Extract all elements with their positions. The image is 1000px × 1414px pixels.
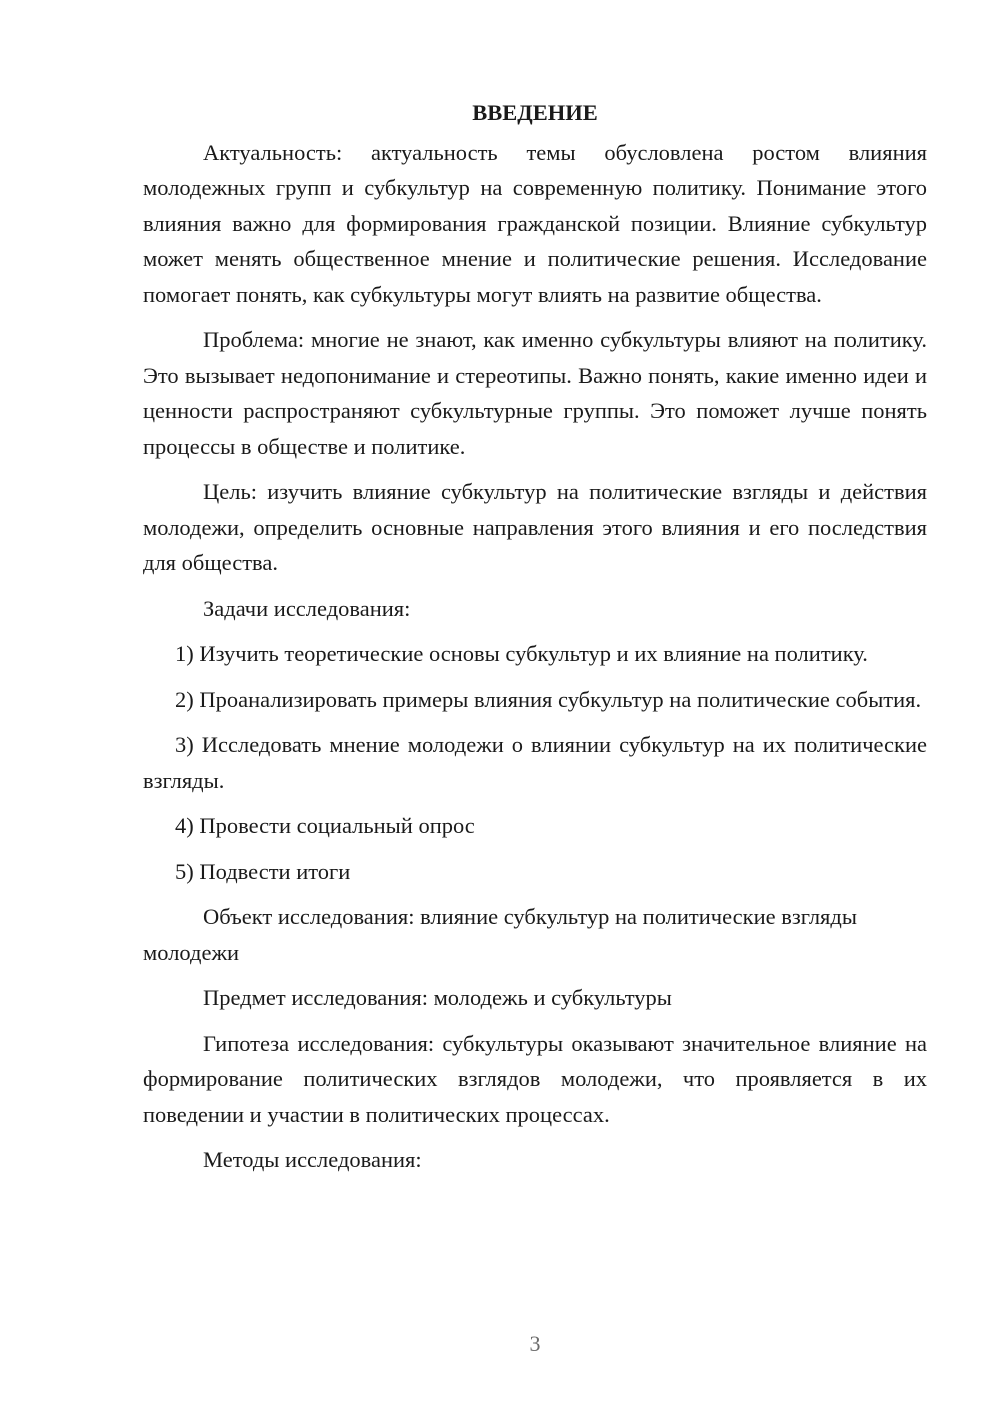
task-item-1: 1) Изучить теоретические основы субкультур и их влияние на политику. [175, 641, 868, 666]
object-paragraph: Объект исследования: влияние субкультур на политические взгляды молодежи [143, 904, 857, 965]
page-heading: ВВЕДЕНИЕ [472, 100, 598, 125]
task-item-4: 4) Провести социальный опрос [175, 813, 475, 838]
task-item-5: 5) Подвести итоги [175, 858, 351, 884]
subject-paragraph: Предмет исследования: молодежь и субкультуры [203, 985, 672, 1010]
tasks-title: Задачи исследования: [203, 595, 411, 621]
page-content [143, 95, 927, 1188]
page-number: 3 [529, 1331, 541, 1356]
task-item-2: 2) Проанализировать примеры влияния субкультур на политические события. [175, 686, 922, 712]
goal-paragraph: Цель: изучить влияние субкультур на политические взгляды и действия молодежи, определить основные направления этого влияния и его последствия для общества. [143, 479, 927, 575]
hypothesis-paragraph: Гипотеза исследования: субкультуры оказывают значительное влияние на формирование политических взглядов молодежи, что проявляется в их поведении и участии в политических процессах. [143, 1030, 927, 1127]
problem-paragraph: Проблема: многие не знают, как именно субкультуры влияют на политику. Это вызывает недопонимание и стереотипы. Важно понять, какие именно идеи и ценности распространяют субкультурные группы. Это поможет лучше понять процессы в обществе и политике. [143, 327, 927, 459]
relevance-paragraph: Актуальность: актуальность темы обусловлена ростом влияния молодежных групп и субкультур на современную политику. Понимание этого влияния важно для формирования гражданской позиции. Влияние субкультур может менять общественное мнение и политические решения. Исследование помогает понять, как субкультуры могут влиять на развитие общества. [143, 139, 927, 307]
task-item-3: 3) Исследовать мнение молодежи о влиянии субкультур на их политические взгляды. [143, 732, 927, 793]
methods-title: Методы исследования: [203, 1147, 422, 1172]
